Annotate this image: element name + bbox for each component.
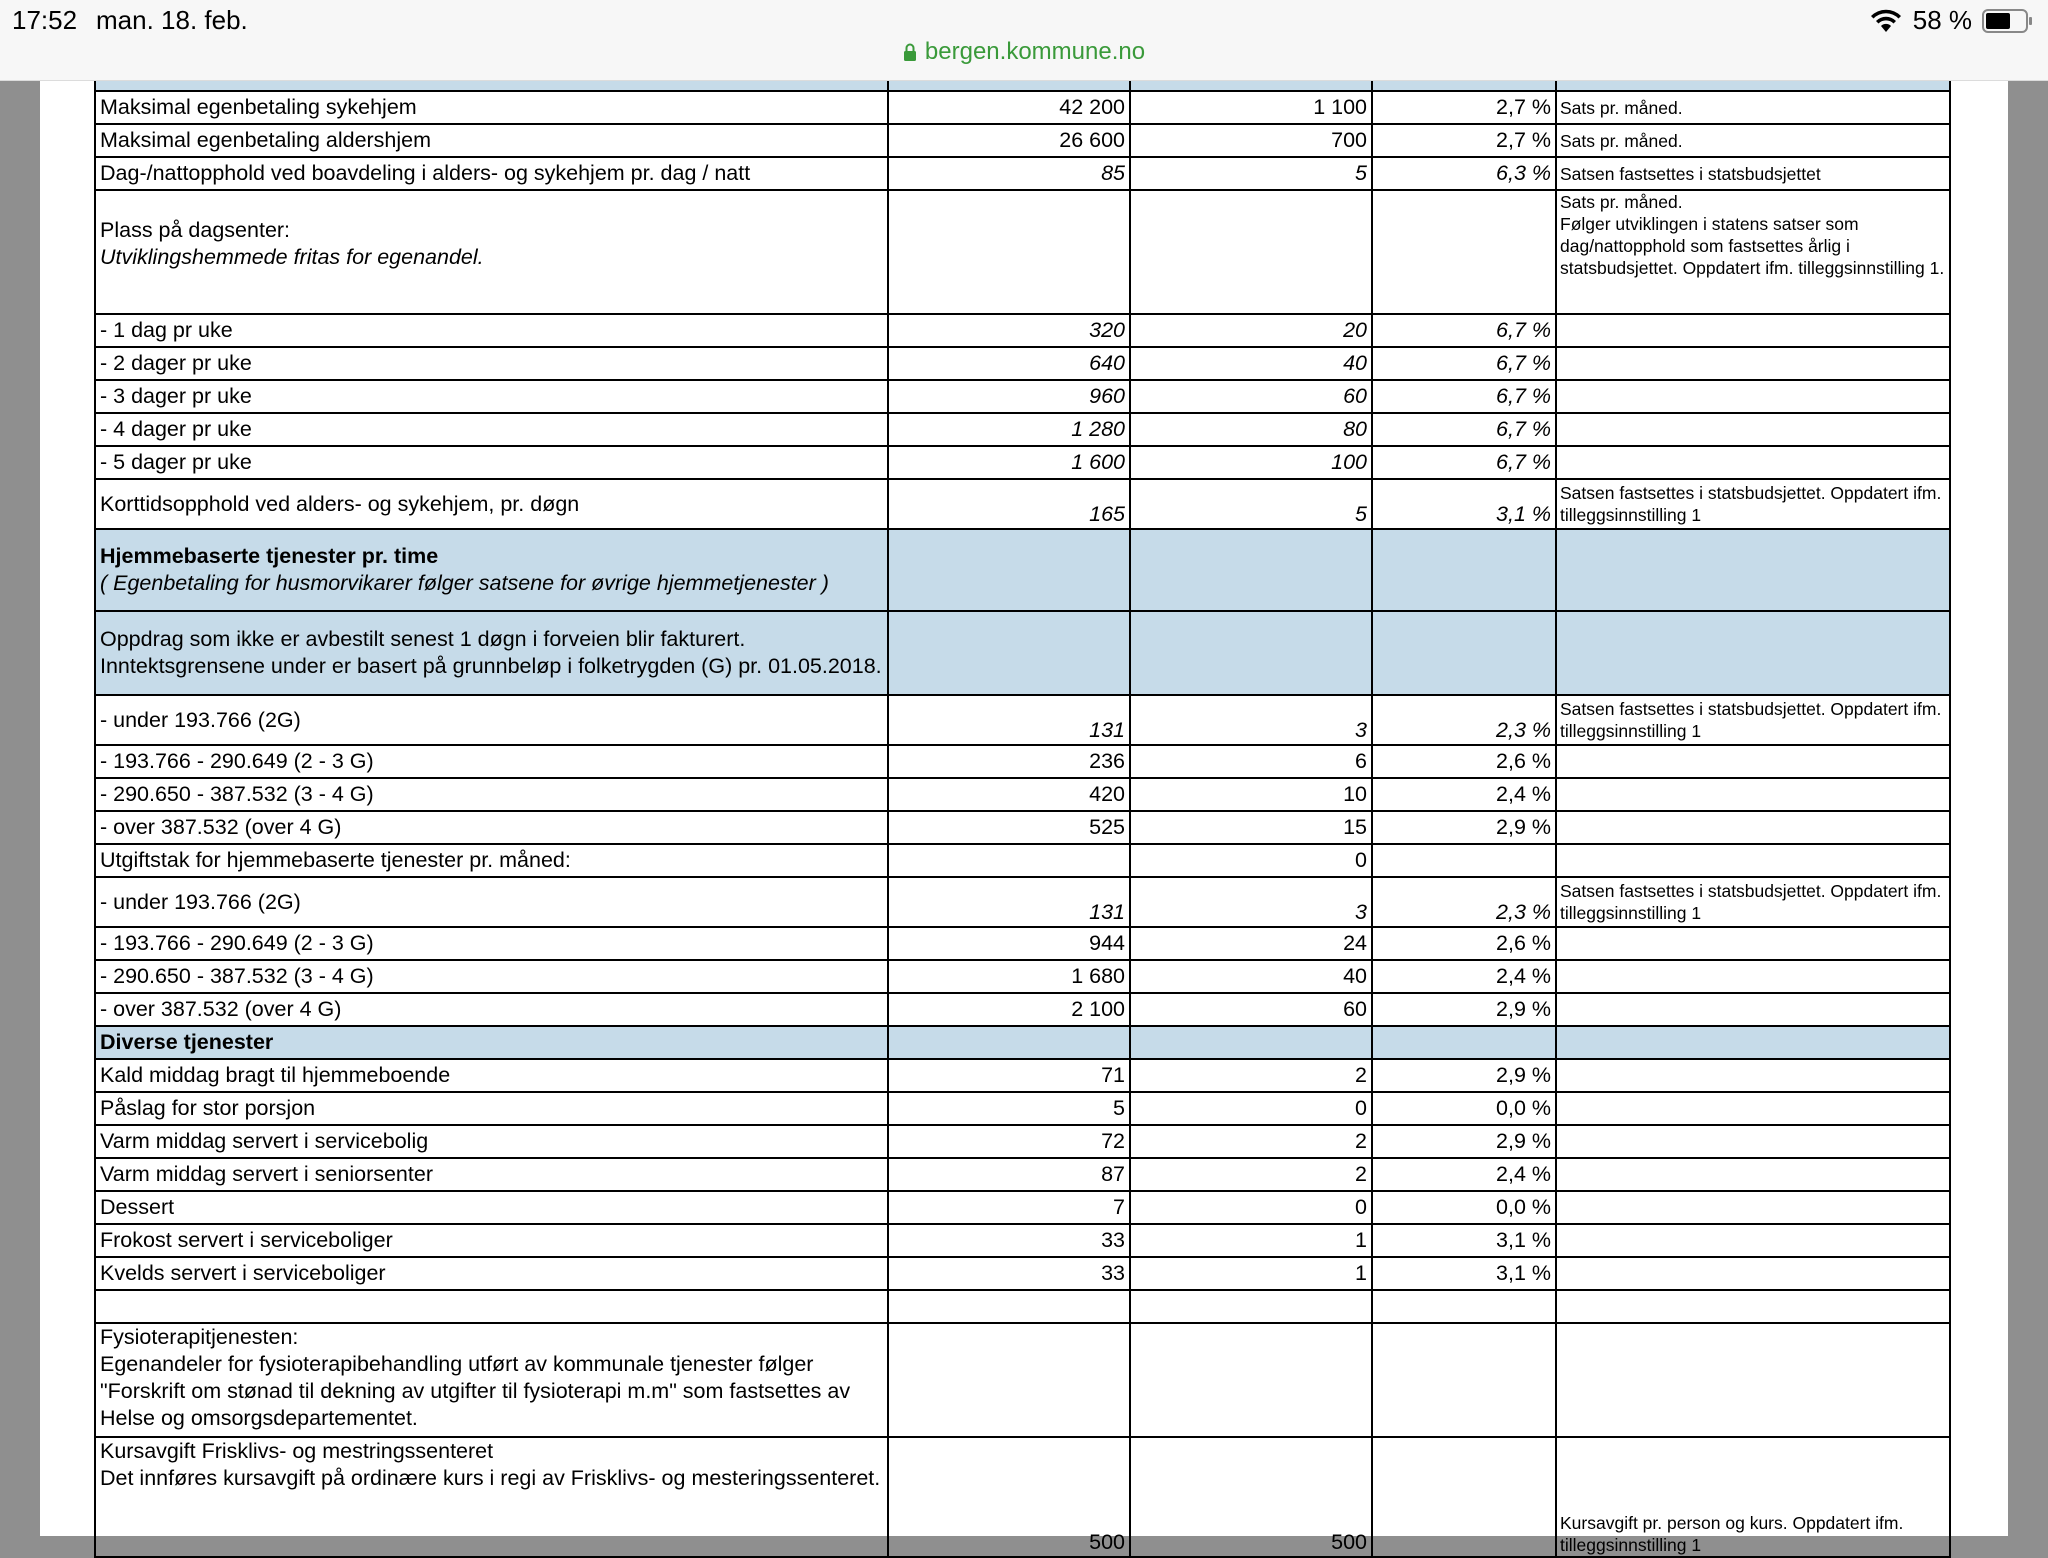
url-text[interactable]: bergen.kommune.no [924, 38, 1146, 65]
value-cell-2: 40 [1130, 960, 1372, 993]
row-label-text: Varm middag servert i seniorsenter [100, 1162, 433, 1186]
row-label [95, 960, 888, 993]
row-label [95, 1059, 888, 1092]
table-row [95, 1191, 1950, 1224]
value-cell-3: 2,3 % [1372, 877, 1556, 927]
wifi-icon [1869, 8, 1903, 34]
value-cell-3 [1372, 1290, 1556, 1323]
row-label [95, 778, 888, 811]
row-note [1556, 1059, 1950, 1092]
value-cell-2: 2 [1130, 1158, 1372, 1191]
value-cell-1: 640 [888, 347, 1130, 380]
table-row [95, 479, 1950, 529]
value-cell-2: 2 [1130, 1059, 1372, 1092]
status-time: 17:52 [12, 5, 78, 35]
value-cell-3: 3,1 % [1372, 479, 1556, 529]
row-label-text: Kald middag bragt til hjemmeboende [100, 1063, 451, 1087]
row-label-text: - under 193.766 (2G) [100, 889, 301, 914]
row-label-text: Hjemmebaserte tjenester pr. time [100, 544, 439, 568]
table-row [95, 1059, 1950, 1092]
row-note [1556, 347, 1950, 380]
row-note: Sats pr. måned. Følger utviklingen i statens satser som dag/nattopphold som fastsettes årlig i statsbudsjettet. Oppdatert ifm. tilleggsinnstilling 1. [1556, 190, 1950, 314]
row-note: Kursavgift pr. person og kurs. Oppdatert ifm. tilleggsinnstilling 1 [1556, 1437, 1950, 1557]
row-label [95, 1290, 888, 1323]
lock-icon [903, 40, 917, 58]
table-row [95, 1224, 1950, 1257]
value-cell-1: 1 600 [888, 446, 1130, 479]
value-cell-2: 700 [1130, 124, 1372, 157]
value-cell-1: 71 [888, 1059, 1130, 1092]
row-label-text: Varm middag servert i servicebolig [100, 1129, 429, 1153]
row-note: Satsen fastsettes i statsbudsjettet [1556, 157, 1950, 190]
table-row [95, 1290, 1950, 1323]
row-label [95, 380, 888, 413]
value-cell-2 [1130, 1026, 1372, 1059]
table-row [95, 1092, 1950, 1125]
value-cell-3 [1372, 611, 1556, 695]
value-cell-3 [1372, 844, 1556, 877]
value-cell-1 [888, 190, 1130, 314]
table-row [95, 380, 1950, 413]
row-label-text: - 1 dag pr uke [100, 318, 233, 342]
value-cell-3: 2,9 % [1372, 1059, 1556, 1092]
value-cell-3: 3,1 % [1372, 1224, 1556, 1257]
row-label [95, 124, 888, 157]
row-note: Satsen fastsettes i statsbudsjettet. Oppdatert ifm. tilleggsinnstilling 1 [1556, 877, 1950, 927]
value-cell-2: 80 [1130, 413, 1372, 446]
row-label [95, 844, 888, 877]
value-cell-1: 1 680 [888, 960, 1130, 993]
row-label [95, 1323, 888, 1437]
table-row [95, 811, 1950, 844]
row-label-text: - 193.766 - 290.649 (2 - 3 G) [100, 749, 374, 773]
row-sublabel-text: ( Egenbetaling for husmorvikarer følger satsene for øvrige hjemmetjenester ) [100, 571, 829, 595]
table-row [95, 1323, 1950, 1437]
value-cell-3: 2,4 % [1372, 960, 1556, 993]
value-cell-1: 236 [888, 745, 1130, 778]
value-cell-1 [888, 611, 1130, 695]
value-cell-2: 6 [1130, 745, 1372, 778]
value-cell-3: 2,4 % [1372, 1158, 1556, 1191]
row-note: Satsen fastsettes i statsbudsjettet. Oppdatert ifm. tilleggsinnstilling 1 [1556, 479, 1950, 529]
row-note [1556, 413, 1950, 446]
value-cell-1: 26 600 [888, 124, 1130, 157]
row-label [95, 157, 888, 190]
value-cell-1: 72 [888, 1125, 1130, 1158]
row-label-text: - over 387.532 (over 4 G) [100, 997, 342, 1021]
value-cell-1: 5 [888, 1092, 1130, 1125]
value-cell-1 [888, 529, 1130, 611]
row-note [1556, 1026, 1950, 1059]
row-note [1556, 1092, 1950, 1125]
row-label-text: Påslag for stor porsjon [100, 1096, 316, 1120]
row-label-text: - 4 dager pr uke [100, 417, 252, 441]
value-cell-1: 33 [888, 1224, 1130, 1257]
row-label-text: - 290.650 - 387.532 (3 - 4 G) [100, 964, 374, 988]
table-row [95, 124, 1950, 157]
document-page [40, 80, 2008, 1555]
row-label [95, 347, 888, 380]
row-note [1556, 844, 1950, 877]
row-label-text: - 5 dager pr uke [100, 450, 252, 474]
row-note [1556, 1290, 1950, 1323]
row-note [1556, 1125, 1950, 1158]
value-cell-3 [1372, 1437, 1556, 1557]
value-cell-3: 6,7 % [1372, 413, 1556, 446]
value-cell-1: 320 [888, 314, 1130, 347]
row-label [95, 529, 888, 611]
value-cell-2 [1130, 190, 1372, 314]
row-label [95, 1257, 888, 1290]
value-cell-2: 0 [1130, 844, 1372, 877]
value-cell-3: 2,6 % [1372, 745, 1556, 778]
fee-table-body [95, 53, 1950, 1557]
row-label [95, 1191, 888, 1224]
row-label [95, 1437, 888, 1557]
value-cell-3: 2,9 % [1372, 993, 1556, 1026]
value-cell-1 [888, 1290, 1130, 1323]
table-row [95, 1257, 1950, 1290]
fee-table [94, 52, 1951, 1558]
row-note: Sats pr. måned. [1556, 124, 1950, 157]
row-label [95, 190, 888, 314]
value-cell-1 [888, 844, 1130, 877]
value-cell-1: 131 [888, 877, 1130, 927]
row-label-text: - under 193.766 (2G) [100, 707, 301, 732]
row-label [95, 314, 888, 347]
table-row [95, 927, 1950, 960]
value-cell-1: 85 [888, 157, 1130, 190]
row-label-text: Utgiftstak for hjemmebaserte tjenester pr. måned: [100, 848, 571, 872]
table-row [95, 1026, 1950, 1059]
row-note [1556, 927, 1950, 960]
row-label-text: Plass på dagsenter: [100, 218, 291, 242]
battery-icon [1982, 9, 2034, 33]
value-cell-2: 3 [1130, 695, 1372, 745]
table-row [95, 695, 1950, 745]
value-cell-3: 0,0 % [1372, 1191, 1556, 1224]
row-label [95, 1026, 888, 1059]
value-cell-1: 944 [888, 927, 1130, 960]
value-cell-2 [1130, 529, 1372, 611]
battery-percent: 58 % [1912, 5, 1972, 35]
value-cell-3: 2,9 % [1372, 811, 1556, 844]
row-label [95, 1158, 888, 1191]
row-note [1556, 1257, 1950, 1290]
value-cell-3: 2,4 % [1372, 778, 1556, 811]
table-row [95, 877, 1950, 927]
value-cell-2: 5 [1130, 157, 1372, 190]
row-label-text: Maksimal egenbetaling aldershjem [100, 128, 432, 152]
value-cell-3 [1372, 190, 1556, 314]
row-label [95, 695, 888, 745]
value-cell-3: 6,3 % [1372, 157, 1556, 190]
row-sublabel-text: Utviklingshemmede fritas for egenandel. [100, 245, 484, 269]
value-cell-3: 3,1 % [1372, 1257, 1556, 1290]
value-cell-1: 500 [888, 1437, 1130, 1557]
row-label [95, 877, 888, 927]
value-cell-1: 131 [888, 695, 1130, 745]
value-cell-2: 2 [1130, 1125, 1372, 1158]
value-cell-3: 2,9 % [1372, 1125, 1556, 1158]
row-label [95, 927, 888, 960]
row-label-text: Dag-/nattopphold ved boavdeling i alders- og sykehjem pr. dag / natt [100, 161, 751, 185]
value-cell-1: 1 280 [888, 413, 1130, 446]
value-cell-1: 33 [888, 1257, 1130, 1290]
value-cell-3: 6,7 % [1372, 347, 1556, 380]
row-label-text: - 3 dager pr uke [100, 384, 252, 408]
row-label-text: Korttidsopphold ved alders- og sykehjem, pr. døgn [100, 491, 580, 516]
row-label [95, 446, 888, 479]
value-cell-3 [1372, 1026, 1556, 1059]
value-cell-1: 42 200 [888, 91, 1130, 124]
value-cell-1: 7 [888, 1191, 1130, 1224]
value-cell-2: 500 [1130, 1437, 1372, 1557]
value-cell-2: 15 [1130, 811, 1372, 844]
table-row [95, 413, 1950, 446]
row-label [95, 993, 888, 1026]
value-cell-3: 2,7 % [1372, 91, 1556, 124]
table-row [95, 314, 1950, 347]
table-row [95, 347, 1950, 380]
value-cell-2: 0 [1130, 1092, 1372, 1125]
row-label [95, 413, 888, 446]
value-cell-2 [1130, 1290, 1372, 1323]
row-label [95, 91, 888, 124]
row-label-text: Kvelds servert i serviceboliger [100, 1261, 386, 1285]
row-note [1556, 960, 1950, 993]
table-row [95, 778, 1950, 811]
row-label [95, 479, 888, 529]
row-label [95, 611, 888, 695]
row-label-text: Frokost servert i serviceboliger [100, 1228, 393, 1252]
row-note [1556, 1158, 1950, 1191]
table-row [95, 1158, 1950, 1191]
value-cell-1: 525 [888, 811, 1130, 844]
value-cell-2 [1130, 611, 1372, 695]
value-cell-3: 0,0 % [1372, 1092, 1556, 1125]
value-cell-1 [888, 1026, 1130, 1059]
row-label-text: Fysioterapitjenesten: Egenandeler for fysioterapibehandling utført av kommunale tjenester følger "Forskrift om stønad til dekning av utgifter til fysioterapi m.m" som fastsettes av Helse og omsorgsdepartementet. [100, 1325, 851, 1430]
value-cell-2: 20 [1130, 314, 1372, 347]
value-cell-3: 6,7 % [1372, 380, 1556, 413]
value-cell-2: 60 [1130, 993, 1372, 1026]
row-label-text: Dessert [100, 1195, 175, 1219]
value-cell-3 [1372, 529, 1556, 611]
status-bar [0, 0, 2048, 81]
row-note [1556, 993, 1950, 1026]
value-cell-1: 165 [888, 479, 1130, 529]
table-row [95, 91, 1950, 124]
table-row [95, 446, 1950, 479]
row-note [1556, 811, 1950, 844]
row-label-text: Maksimal egenbetaling sykehjem [100, 95, 417, 119]
value-cell-3: 2,3 % [1372, 695, 1556, 745]
row-note [1556, 1191, 1950, 1224]
table-row [95, 993, 1950, 1026]
row-label-text: Oppdrag som ikke er avbestilt senest 1 døgn i forveien blir fakturert. Inntektsgrensene under er basert på grunnbeløp i folketrygden (G) pr. 01.05.2018. [100, 627, 882, 678]
value-cell-1: 420 [888, 778, 1130, 811]
table-row [95, 190, 1950, 314]
row-note [1556, 778, 1950, 811]
row-note [1556, 1323, 1950, 1437]
value-cell-3: 6,7 % [1372, 314, 1556, 347]
value-cell-2: 0 [1130, 1191, 1372, 1224]
row-note: Sats pr. måned. [1556, 91, 1950, 124]
row-label [95, 745, 888, 778]
value-cell-2: 40 [1130, 347, 1372, 380]
value-cell-2: 5 [1130, 479, 1372, 529]
row-note [1556, 529, 1950, 611]
row-label [95, 811, 888, 844]
row-label-text: - over 387.532 (over 4 G) [100, 815, 342, 839]
value-cell-2: 3 [1130, 877, 1372, 927]
value-cell-2: 10 [1130, 778, 1372, 811]
table-row [95, 157, 1950, 190]
row-label-text: Diverse tjenester [100, 1030, 274, 1054]
value-cell-2: 60 [1130, 380, 1372, 413]
row-note [1556, 745, 1950, 778]
row-label [95, 1092, 888, 1125]
row-label [95, 1224, 888, 1257]
table-row [95, 745, 1950, 778]
row-label-text: Kursavgift Frisklivs- og mestringssenteret Det innføres kursavgift på ordinære kurs i regi av Frisklivs- og mesteringssenteret. [100, 1439, 881, 1490]
value-cell-2: 24 [1130, 927, 1372, 960]
table-row [95, 529, 1950, 611]
row-note [1556, 314, 1950, 347]
table-row [95, 960, 1950, 993]
row-label-text: - 290.650 - 387.532 (3 - 4 G) [100, 782, 374, 806]
value-cell-3: 2,7 % [1372, 124, 1556, 157]
value-cell-1: 960 [888, 380, 1130, 413]
table-row [95, 1437, 1950, 1557]
value-cell-1: 87 [888, 1158, 1130, 1191]
row-label [95, 1125, 888, 1158]
value-cell-1 [888, 1323, 1130, 1437]
status-date: man. 18. feb. [96, 5, 248, 35]
value-cell-2: 1 100 [1130, 91, 1372, 124]
value-cell-2: 1 [1130, 1257, 1372, 1290]
row-note [1556, 446, 1950, 479]
value-cell-3: 6,7 % [1372, 446, 1556, 479]
row-note [1556, 611, 1950, 695]
value-cell-1: 2 100 [888, 993, 1130, 1026]
row-label-text: - 2 dager pr uke [100, 351, 252, 375]
value-cell-3: 2,6 % [1372, 927, 1556, 960]
row-note [1556, 1224, 1950, 1257]
row-note [1556, 380, 1950, 413]
value-cell-2 [1130, 1323, 1372, 1437]
value-cell-2: 100 [1130, 446, 1372, 479]
row-label-text: - 193.766 - 290.649 (2 - 3 G) [100, 931, 374, 955]
table-row [95, 1125, 1950, 1158]
table-row [95, 611, 1950, 695]
row-note: Satsen fastsettes i statsbudsjettet. Oppdatert ifm. tilleggsinnstilling 1 [1556, 695, 1950, 745]
table-row [95, 844, 1950, 877]
value-cell-2: 1 [1130, 1224, 1372, 1257]
status-right [1869, 5, 2034, 36]
value-cell-3 [1372, 1323, 1556, 1437]
address-bar[interactable] [0, 38, 2048, 66]
